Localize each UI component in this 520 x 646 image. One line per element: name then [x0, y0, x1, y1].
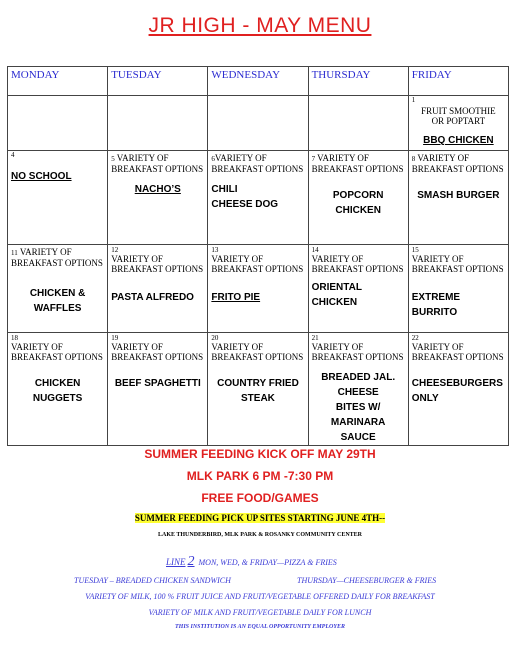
lunch-item: CHICKEN — [34, 378, 81, 389]
date-number: 21 — [311, 334, 319, 342]
lunch-item: BITES W/ MARINARA — [330, 402, 386, 428]
lunch-item: SAUCE — [340, 432, 376, 443]
breakfast-text: VARIETY OF BREAKFAST OPTIONS — [411, 342, 504, 362]
date-number: 1 — [411, 96, 416, 104]
date-number: 5 — [111, 155, 115, 163]
page-title: JR HIGH - MAY MENU — [148, 14, 372, 37]
line2-label: LINE — [166, 557, 186, 567]
breakfast-text: VARIETY OF BREAKFAST OPTIONS — [211, 342, 304, 362]
menu-calendar — [7, 66, 509, 446]
line2-menu — [166, 554, 337, 570]
breakfast-text: VARIETY OF BREAKFAST OPTIONS — [311, 342, 404, 362]
summer-free-food: FREE FOOD/GAMES — [201, 491, 319, 505]
lunch-item: WAFFLES — [33, 303, 82, 314]
line2-tuesday: TUESDAY – BREADED CHICKEN SANDWICH — [74, 576, 231, 585]
day-cell — [408, 96, 508, 151]
lunch-item: ORIENTAL CHICKEN — [311, 282, 362, 308]
day-header-row — [8, 67, 509, 96]
day-cell — [408, 151, 508, 245]
lunch-milk-note: VARIETY OF MILK AND FRUIT/VEGETABLE DAILY FOR LUNCH — [148, 608, 372, 617]
lunch-item: NUGGETS — [32, 393, 83, 404]
breakfast-text: VARIETY OF BREAKFAST OPTIONS — [111, 342, 204, 362]
day-cell — [8, 151, 108, 245]
pickup-sites-list: LAKE THUNDERBIRD, MLK PARK & ROSANKY COMMUNITY CENTER — [157, 532, 362, 538]
breakfast-text: VARIETY OF BREAKFAST OPTIONS — [411, 254, 504, 274]
pickup-sites-heading — [0, 513, 520, 523]
pickup-sites-text: SUMMER FEEDING PICK UP SITES STARTING JUNE 4TH-- — [134, 513, 386, 523]
day-cell — [208, 96, 308, 151]
lunch-item: POPCORN — [332, 190, 384, 201]
breakfast-text: VARIETY OF BREAKFAST OPTIONS — [11, 342, 103, 362]
breakfast-text: VARIETY OF BREAKFAST OPTIONS — [111, 153, 204, 174]
week-row — [8, 333, 509, 446]
lunch-item: CHEESEBURGERS — [411, 378, 503, 389]
date-number: 22 — [411, 334, 419, 342]
breakfast-milk-note: VARIETY OF MILK, 100 % FRUIT JUICE AND FRUIT/VEGETABLE OFFERED DAILY FOR BREAKFAST — [85, 592, 435, 601]
breakfast-text: VARIETY OF BREAKFAST OPTIONS — [211, 254, 304, 274]
breakfast-text: VARIETY OF BREAKFAST OPTIONS — [311, 254, 404, 274]
day-cell — [108, 245, 208, 333]
lunch-item: STEAK — [241, 393, 275, 404]
date-number: 7 — [311, 155, 316, 163]
lunch-item: CHEESE DOG — [211, 199, 279, 210]
day-cell — [8, 333, 108, 446]
week-row — [8, 245, 509, 333]
breakfast-text: VARIETY OF BREAKFAST OPTIONS — [211, 153, 304, 174]
lunch-item: CHILI — [211, 184, 238, 195]
day-wednesday: WEDNESDAY — [208, 67, 308, 96]
breakfast-text: VARIETY OF BREAKFAST OPTIONS — [311, 153, 404, 174]
day-cell — [8, 245, 108, 333]
day-cell — [108, 151, 208, 245]
day-tuesday: TUESDAY — [108, 67, 208, 96]
date-number: 18 — [11, 334, 18, 342]
day-monday: MONDAY — [8, 67, 108, 96]
date-number: 11 — [11, 249, 18, 257]
day-cell — [408, 245, 508, 333]
lunch-item: NO SCHOOL — [11, 171, 72, 182]
day-friday: FRIDAY — [408, 67, 508, 96]
lunch-item: CHICKEN — [335, 205, 381, 216]
breakfast-text: VARIETY OF BREAKFAST OPTIONS — [11, 247, 103, 268]
equal-opportunity-note: THIS INSTITUTION IS AN EQUAL OPPORTUNITY EMPLOYER — [174, 624, 345, 630]
date-number: 8 — [411, 155, 416, 163]
date-number: 6 — [211, 155, 215, 163]
day-cell — [8, 96, 108, 151]
summer-kickoff: SUMMER FEEDING KICK OFF MAY 29TH — [144, 447, 376, 461]
lunch-item: BBQ CHICKEN — [423, 135, 494, 146]
line2-number: 2 — [187, 554, 195, 569]
date-number: 12 — [111, 246, 119, 254]
day-cell — [308, 333, 408, 446]
day-cell — [208, 245, 308, 333]
date-number: 14 — [311, 246, 319, 254]
lunch-item: BREADED JAL. CHEESE — [321, 372, 396, 398]
lunch-item: NACHO’S — [134, 184, 181, 195]
day-cell — [208, 333, 308, 446]
day-cell — [308, 151, 408, 245]
lunch-item: EXTREME BURRITO — [411, 292, 461, 318]
week-row — [8, 151, 509, 245]
day-cell — [108, 333, 208, 446]
day-cell — [308, 245, 408, 333]
date-number: 15 — [411, 246, 419, 254]
breakfast-text: FRUIT SMOOTHIE OR POPTART — [421, 106, 496, 126]
week-row — [8, 96, 509, 151]
day-cell — [308, 96, 408, 151]
day-cell — [108, 96, 208, 151]
date-number: 4 — [11, 151, 15, 159]
breakfast-text: VARIETY OF BREAKFAST OPTIONS — [411, 153, 504, 174]
lunch-item: CHICKEN & — [29, 288, 86, 299]
lunch-item: ONLY — [411, 393, 439, 404]
lunch-item: FRITO PIE — [211, 292, 261, 303]
day-cell — [208, 151, 308, 245]
summer-location: MLK PARK 6 PM -7:30 PM — [186, 469, 334, 483]
lunch-item: PASTA ALFREDO — [111, 292, 194, 303]
date-number: 20 — [211, 334, 219, 342]
day-thursday: THURSDAY — [308, 67, 408, 96]
line2-thursday: THURSDAY—CHEESEBURGER & FRIES — [297, 576, 437, 585]
breakfast-text: VARIETY OF BREAKFAST OPTIONS — [111, 254, 204, 274]
date-number: 19 — [111, 334, 119, 342]
line2-mwf: MON, WED, & FRIDAY—PIZZA & FRIES — [198, 558, 337, 567]
lunch-item: BEEF SPAGHETTI — [114, 378, 201, 389]
lunch-item: COUNTRY FRIED — [217, 378, 299, 389]
lunch-item: SMASH BURGER — [417, 190, 500, 201]
date-number: 13 — [211, 246, 219, 254]
day-cell — [408, 333, 508, 446]
